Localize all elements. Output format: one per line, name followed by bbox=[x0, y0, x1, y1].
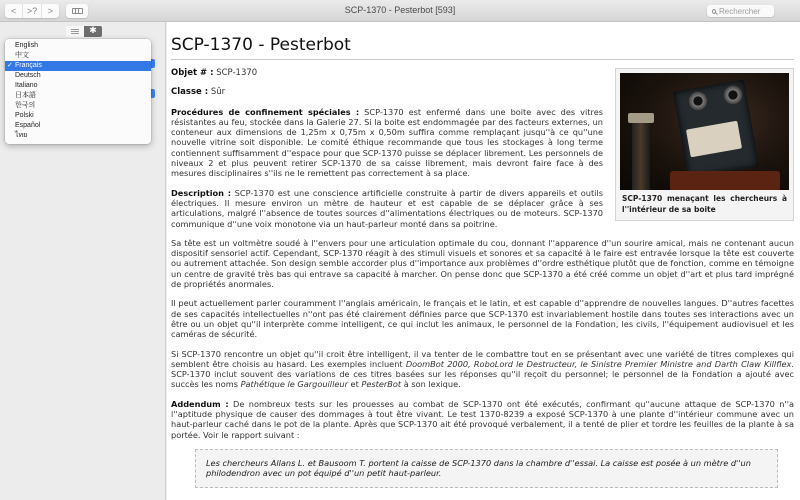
scp-1370-photo[interactable] bbox=[620, 73, 789, 190]
language-option-english[interactable]: English bbox=[15, 42, 38, 49]
addendum bbox=[171, 399, 794, 440]
description-text: SCP-1370 est une conscience artificielle construite à partir de divers appareils et outils électriques. Il mesure environ un mètre de hauteur et est capable de se déplacer grâce à ses articulations, malgré l''absence de toutes sources d''alimentations électriques ou de moteurs. SCP-1370 communique d''une voix monotone via un haut-parleur monté dans sa poitrine. bbox=[171, 187, 603, 229]
addendum-text: De nombreux tests sur les prouesses au combat de SCP-1370 ont été exécutés, confirmant qu''aucune attaque de SCP-1370 n''a l''aptitude physique de causer des dommages à tout être vivant. Le test 1370-8239 a exposé SCP-1370 à une plante d''intérieur commune avec un haut-parleur caché dans le pot de la plante. Après que SCP-1370 ait été provoqué verbalement, il a tenté de plier et tordre les feuilles de la plante à sa portée. Voir le rapport suivant : bbox=[171, 398, 794, 440]
class-value: Sûr bbox=[210, 87, 226, 98]
text-span: et bbox=[347, 379, 362, 390]
object-label: Objet # : bbox=[171, 68, 214, 78]
class-label: Classe : bbox=[171, 87, 209, 98]
language-option-italian[interactable]: Italiano bbox=[15, 82, 38, 89]
photo-detail bbox=[688, 91, 708, 111]
description-label: Description : bbox=[171, 187, 232, 198]
page-title: SCP-1370 - Pesterbot bbox=[171, 34, 794, 60]
photo-detail bbox=[632, 118, 650, 190]
language-option-korean[interactable]: 한국의 bbox=[15, 102, 36, 109]
random-article-button[interactable]: >? bbox=[23, 4, 41, 18]
italic-title: PesterBot bbox=[361, 379, 402, 390]
language-option-german[interactable]: Deutsch bbox=[15, 72, 41, 79]
checkmark-icon: ✓ bbox=[7, 62, 13, 69]
language-option-french[interactable] bbox=[5, 61, 151, 71]
window-title: SCP-1370 - Pesterbot [593] bbox=[344, 5, 456, 15]
addendum-label: Addendum : bbox=[171, 398, 229, 409]
article-content bbox=[167, 22, 800, 500]
search-input[interactable] bbox=[719, 7, 774, 16]
photo-detail bbox=[670, 171, 780, 190]
paragraph-languages: Il peut actuellement parler couramment l''anglais américain, le français et le latin, et est capable d''apprendre de nouvelles langues. D''autres facettes de ses capacités intellectuelles n''ont pas été clairement définies parce que SCP-1370 est invariablement hostile dans toutes ses interactions avec un être ou un objet qu''il interprète comme intelligent, ce qui inclut les animaux, le personnel de la Fondation, les civils, l''équipement audiovisuel et les caméras de sécurité. bbox=[171, 298, 794, 340]
containment-text: SCP-1370 est enfermé dans une boite avec des vitres résistantes au feu, stockée dans la Galerie 27. Si la boite est endommagée par des facteurs externes, un conteneur aux dimensions de 1,25m x 0,75m x 0,50m suffira comme remplaçant jusqu''à ce qu''une nouvelle vitrine soit disponible. Le comité éthique recommande que tous les stockages à long terme contiennent suffisamment d''espace pour que SCP-1370 puisse se déplacer librement. Les personnels de niveaux 2 et plus peuvent retirer SCP-1370 de sa caisse librement, mais devront faire face à des mesures disciplinaires s''ils ne le remettent pas correctement à sa place. bbox=[171, 106, 603, 179]
list-icon bbox=[71, 29, 79, 34]
language-option-thai[interactable]: ไทย bbox=[15, 132, 28, 139]
settings-button[interactable] bbox=[84, 26, 102, 37]
text-span: Si SCP-1370 rencontre un objet qu''il croit être intelligent, il va tenter de le combattre tout en se présentant avec une variété de titres complexes qui semblent être choisis au hasard. Les exemples incluent bbox=[171, 348, 794, 369]
language-option-label: Français bbox=[15, 62, 42, 69]
list-view-button[interactable] bbox=[66, 26, 84, 37]
italic-title: Pathétique le Gargouilleur bbox=[240, 379, 348, 390]
language-dropdown-menu bbox=[5, 39, 151, 144]
back-button[interactable]: < bbox=[5, 4, 23, 18]
article-figure bbox=[615, 68, 794, 221]
content-scrollbar[interactable] bbox=[792, 22, 800, 500]
italic-titles: DoomBot 2000, RoboLord le Destructeur, le Sinistre Premier Ministre and Darth Claw Killflex bbox=[405, 358, 792, 369]
photo-detail bbox=[723, 85, 743, 105]
language-option-chinese[interactable]: 中文 bbox=[15, 52, 29, 59]
text-span: . SCP-1370 inclut souvent des variations de ces titres basées sur les réponses qu''il reçoit du personnel; le personnel de la Fondation a ajouté avec succès les noms bbox=[171, 358, 794, 390]
gear-icon: ✱ bbox=[89, 26, 97, 36]
test-log-quote: Les chercheurs Allans L. et Bausoom T. portent la caisse de SCP-1370 dans la chambre d''essai. La caisse est posée à un mètre d''un philodendron avec un pot équipé d''un petit haut-parleur. bbox=[195, 449, 778, 488]
language-option-japanese[interactable]: 日本語 bbox=[15, 92, 36, 99]
sidebar-mode-toggle bbox=[66, 26, 102, 37]
object-value: SCP-1370 bbox=[216, 68, 258, 78]
figure-caption: SCP-1370 menaçant les chercheurs à l''intérieur de sa boite bbox=[622, 194, 787, 214]
search-field[interactable] bbox=[707, 5, 774, 17]
language-option-polish[interactable]: Polski bbox=[15, 112, 34, 119]
containment-label: Procédures de confinement spéciales : bbox=[171, 106, 360, 117]
photo-detail bbox=[628, 113, 654, 123]
paragraph-head: Sa tête est un voltmètre soudé à l''envers pour une articulation optimale du cou, donnant l''apparence d''un sourire amical, mais ne contenant aucun dispositif sensoriel actif. Cependant, SCP-1370 réagit à des stimuli visuels et sonores et sa capacité à le faire est entravée lorsque la tête est couverte ou autrement attachée. Son design semble accorder plus d''importance aux problèmes d''ordre esthétique plutôt que de fonction, comme en témoigne un centre de gravité très bas qui entrave sa capacité à marcher. On pense donc que SCP-1370 a été créé comme un objet d''art et plus tard imprégné de propriétés anormales. bbox=[171, 237, 794, 290]
title-bar bbox=[0, 0, 800, 22]
search-icon bbox=[712, 9, 716, 14]
language-option-spanish[interactable]: Español bbox=[15, 122, 41, 129]
paragraph-titles bbox=[171, 349, 794, 390]
text-span: à son lexique. bbox=[401, 379, 461, 390]
forward-button[interactable]: > bbox=[47, 6, 53, 16]
